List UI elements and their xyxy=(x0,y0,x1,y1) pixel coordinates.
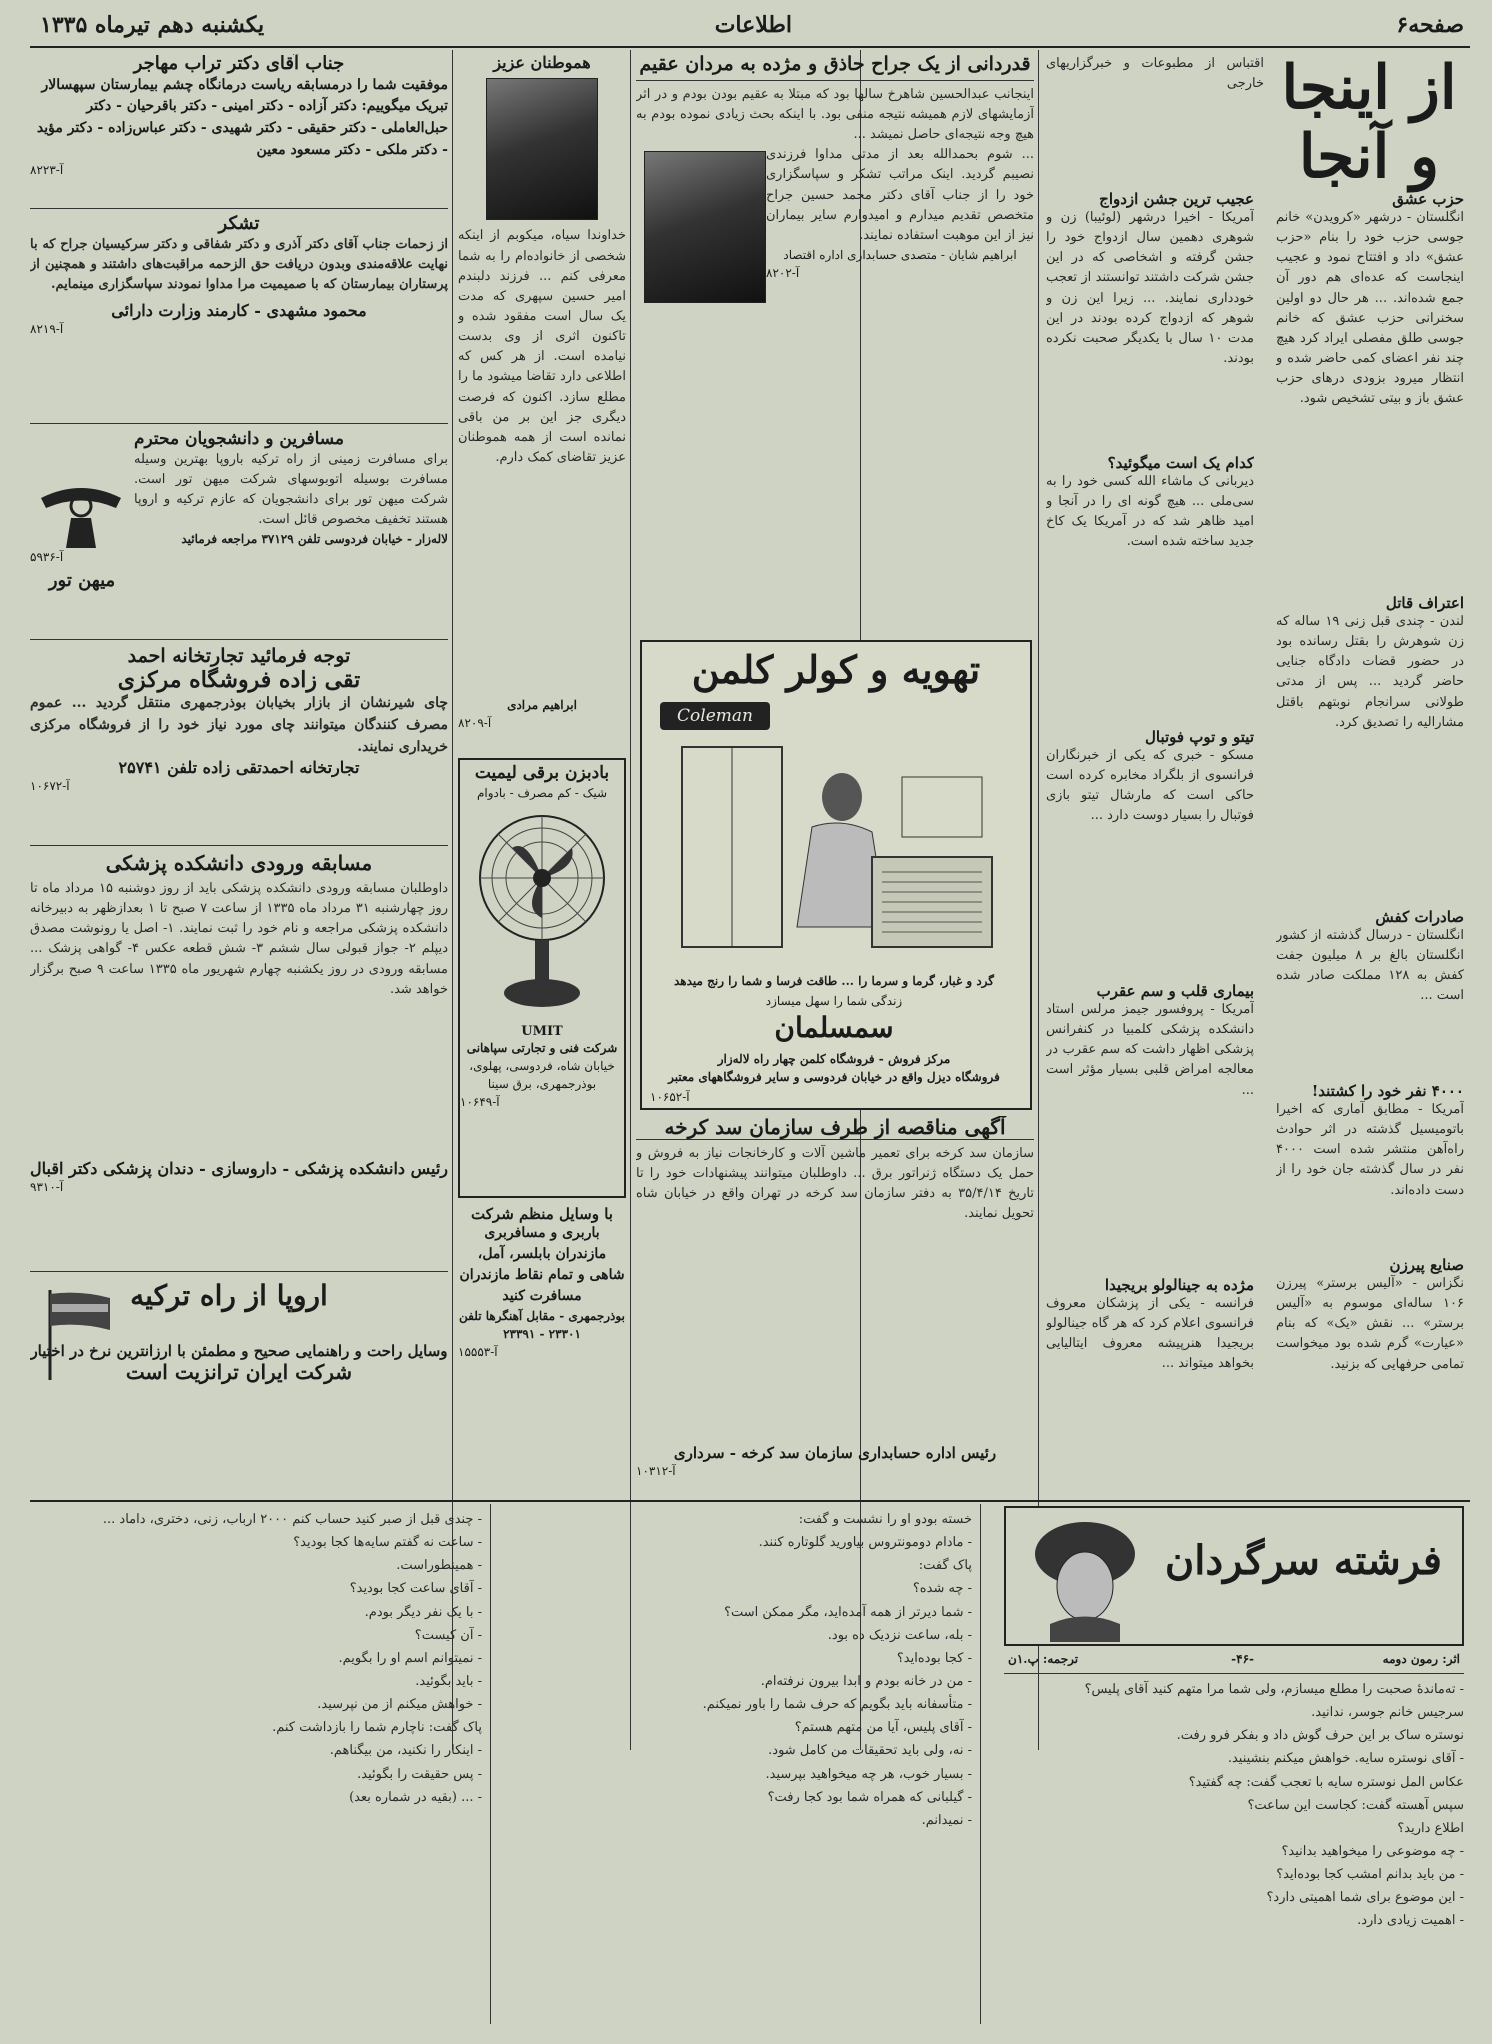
article-body: انگلستان - درشهر «کرویدن» خانم جوسی حزب خود را بنام «حزب عشق» داد و افتتاح نمود و عجیب اینجاست که عده‌ای هم دور آن جمع شده‌اند. ... هر حال دو اولین سخنرانی حزب عشق که خانم جوسی طلق مفصلی ایراد کرد هیچ چند نفر اعضای کمی حاضر شده و انتظار میرود بزودی درهای حزب عشق باز و بیتی تشخیص شود. xyxy=(1276,210,1464,407)
serial-title: فرشته سرگردان xyxy=(1164,1537,1442,1584)
col1-articles xyxy=(1276,190,1464,1730)
article-body: نگزاس - «آلیس برستر» پیرزن ۱۰۶ ساله‌ای موسوم به «آلیس برستر» ... نقش «یک» که بنام «عیارت» گرم شده بود میخواست تمامی حرفهایی که بزنید. xyxy=(1276,1276,1464,1372)
mihan-tour-ad xyxy=(30,430,448,640)
dialog-line: - شما دیرتر از همه آمده‌اید، مگر ممکن است؟ xyxy=(724,1604,972,1620)
column-divider xyxy=(630,50,631,1750)
ad-code: آ-۸۲۲۳ xyxy=(30,163,64,178)
ad-code: آ-۸۲۰۲ xyxy=(766,265,800,280)
dialog-line: خسته بودو او را نشست و گفت: xyxy=(798,1512,972,1527)
ad-code: آ-۸۲۰۹ xyxy=(458,716,492,731)
column-divider xyxy=(490,1504,491,2024)
ad-code: آ-۸۲۱۹ xyxy=(30,322,64,337)
ad-code: آ-۱۰۶۷۲ xyxy=(30,779,70,794)
dialog-line: - چه موضوعی را میخواهید بدانید؟ xyxy=(1281,1843,1464,1859)
dialog-line: - اینکار را نکنید، من بیگناهم. xyxy=(329,1743,482,1759)
dialog-line: - همینطوراست. xyxy=(396,1558,482,1574)
ad-code: آ-۹۳۱۰ xyxy=(30,1180,64,1194)
dialog-line: - آقای نوستره سایه. خواهش میکنم بنشینید. xyxy=(1227,1751,1464,1767)
bus-company-ad xyxy=(458,1206,626,1406)
notice-title: تشکر xyxy=(218,214,260,234)
dialog-line: عکاس المل نوستره سایه با تعجب گفت: چه گفتید؟ xyxy=(1188,1774,1464,1790)
notice-body: سازمان سد کرخه برای تعمیر ماشین آلات و کارخانجات نیاز به فروش و حمل یک دستگاه ژنراتور برق ... داوطلبان میتوانند پیشنهادات خود را تا تاریخ ۳۵/۴/۱۴ به دفتر سازمان سد کرخه در تهران واقع در خیابان شاه تحویل نمایند. xyxy=(636,1146,1034,1222)
article-body: مسکو - خبری که یکی از خبرنگاران فرانسوی از بلگراد مخابره کرده است حاکی است که مارشال تیتو بازی فوتبال را بسیار دوست دارد ... xyxy=(1046,748,1254,824)
dialog-line: - باید بگوئید. xyxy=(415,1673,482,1689)
ad-slogan: گرد و غبار، گرما و سرما را ... طاقت فرسا و شما را رنج میدهد xyxy=(673,974,995,988)
dialog-line: - با یک نفر دیگر بودم. xyxy=(364,1604,482,1620)
fan-ad xyxy=(458,758,626,1198)
article-body: اینجانب عبدالحسین شاهرخ سالها بود که مبتلا به عقیم بودن بودم و در اثر آزمایشهای لازم همیشه نتیجه منفی بود. با اینکه بحث زیادی نموده بودم به هیچ وجه نتیجه‌ای حاصل نمیشد ... xyxy=(636,86,1034,143)
notice-title: جناب آقای دکتر تراب مهاجر xyxy=(133,54,345,74)
article-title: بیماری قلب و سم عقرب xyxy=(1096,982,1254,1000)
ad-subtitle: تقی زاده فروشگاه مرکزی xyxy=(117,666,361,693)
serial-banner xyxy=(1004,1506,1464,1646)
ad-company: شرکت فنی و تجارتی سپاهانی xyxy=(466,1040,618,1055)
article-title: تیتو و توپ فوتبال xyxy=(1144,728,1254,746)
paper-name: اطلاعات xyxy=(714,12,792,38)
dialog-line: سرجیس خانم جوسر، ندانید. xyxy=(1311,1705,1464,1721)
article-title: صنایع پیرزن xyxy=(1389,1256,1464,1274)
article-title: عجیب ترین جشن ازدواج xyxy=(1099,190,1254,208)
column-divider xyxy=(452,50,453,1750)
column-divider xyxy=(980,1504,981,2024)
masthead-rule xyxy=(30,46,1470,48)
dialog-line: - نه، ولی باید تحقیقات من کامل شود. xyxy=(768,1743,972,1759)
notice-body: داوطلبان مسابقه ورودی دانشکده پزشکی باید از روز دوشنبه ۱۵ مرداد ماه تا روز چهارشنبه ۳۱ مرداد ماه ۱۳۳۵ از ساعت ۷ صبح تا ۱ بعدازظهر به دبیرخانه دانشکده پزشکی مراجعه و نام خود را ثبت نمایند. ۱- اصل یا رونوشت مصدق دیپلم ۲- جواز قبولی سال ششم ۳- شش قطعه عکس ۴- گواهی پزشک ... مسابقه ورودی در روز یکشنبه چهارم شهریور ماه ۱۳۳۵ ساعت ۹ صبح برگزار خواهد شد. xyxy=(30,881,448,997)
serial-column xyxy=(498,1510,972,2020)
dialog-line: - این موضوع برای شما اهمیتی دارد؟ xyxy=(1266,1890,1464,1906)
ad-code: آ-۵۹۳۶ xyxy=(30,550,64,565)
fan-drawing xyxy=(472,808,612,1018)
thanks-notice xyxy=(30,214,448,424)
article-title: حزب عشق xyxy=(1392,190,1464,208)
article-title: قدردانی از یک جراح حاذق و مژده به مردان عقیم xyxy=(636,54,1034,81)
article-title: کدام یک است میگوئید؟ xyxy=(1107,454,1254,472)
notice-signature: رئیس اداره حسابداری سازمان سد کرخه - سرداری xyxy=(673,1444,997,1462)
ad-body: باربری و مسافربری مازندران بابلسر، آمل، شاهی و تمام نقاط مازندران مسافرت کنید xyxy=(459,1225,625,1305)
flags-illustration xyxy=(40,1290,160,1384)
flag-icon xyxy=(40,1290,160,1380)
ad-title: با وسایل منظم شرکت xyxy=(471,1206,613,1223)
ad-title: اروپا از راه ترکیه xyxy=(130,1280,328,1312)
article-body: آمریکا - اخیرا درشهر (لوئیبا) زن و شوهری دهمین سال ازدواج خود را جشن گرفته و اشخاصی که در این جشن شرکت داشتند توانستند از تعجب خودداری نمایند. ... زیرا این زن و شوهر که ازدواج کرده بودند در این مدت ۱۰ سال با یکدیگر صحبت نکرده بودند. xyxy=(1046,210,1254,366)
gratitude-article xyxy=(636,54,1034,634)
article-body: دیربانی ک ماشاء الله کسی خود را به سی‌ملی ... هیچ گونه ای را در آنجا و امید ظاهر شد که در آمریکا یک کاخ جدید ساخته شده است. xyxy=(1046,474,1254,550)
ad-code: آ-۱۰۶۵۲ xyxy=(650,1090,690,1104)
section-intro: اقتباس از مطبوعات و خبرگزاریهای خارجی xyxy=(1046,56,1264,92)
section-divider xyxy=(30,1500,1470,1502)
dialog-line: سپس آهسته گفت: کجاست این ساعت؟ xyxy=(1247,1797,1464,1813)
ad-title: بادبزن برقی لیمیت xyxy=(474,763,610,783)
serial-illustration xyxy=(1020,1514,1150,1646)
dialog-line: - بسیار خوب، هر چه میخواهید بپرسید. xyxy=(765,1766,972,1782)
dialog-line: - آن کیست؟ xyxy=(414,1627,482,1643)
article-title: ۴۰۰۰ نفر خود را کشتند! xyxy=(1311,1082,1464,1100)
section-title: از اینجا و آنجا xyxy=(1281,54,1457,192)
coleman-logo: Coleman xyxy=(660,702,770,730)
dialog-line: - چندی قبل از صبر کنید حساب کنم ۲۰۰۰ ارباب، زنی، دختری، داماد ... xyxy=(102,1512,482,1527)
article-body: ... شوم بحمدالله بعد از مدتی مداوا فرزندی نصیبم گردید. اینک مراتب تشکر و سپاسگزاری خود را از جناب آقای دکتر محمد حسین جراح متخصص تقدیم میدارم و امیدوارم سایر بیماران نیز از این موهبت استفاده نمایند. xyxy=(766,147,1034,243)
ad-address: لاله‌زار - خیابان فردوسی تلفن ۳۷۱۲۹ مراجعه فرمائید xyxy=(181,532,448,547)
notice-body: خداوندا سیاه، میکوبم از اینکه شخصی از خانواده‌ام را به شما معرفی کنم ... فرزند دلبندم امیر حسین سپهری که مدت یک سال است مفقود شده و تاکنون اثری از وی بدست نیامده است. از هر کس که اطلاعی دارد تقاضا میشود ما را مطلع سازد. اکنون که فرصت دیگری جز این بر من باقی نمانده است از همه هموطنان عزیز تقاضای کمک دارم. xyxy=(458,228,626,465)
ad-footer: مرکز فروش - فروشگاه کلمن چهار راه لاله‌زار xyxy=(717,1052,951,1066)
notice-signature: محمود مشهدی - کارمند وزارت دارائی xyxy=(111,301,367,321)
ad-subtitle: شیک - کم مصرف - بادوام xyxy=(476,785,608,800)
notice-title: مسابقه ورودی دانشکده پزشکی xyxy=(105,852,373,875)
fan-illustration xyxy=(472,808,612,1018)
dialog-line: - متأسفانه باید بگویم که حرف شما را باور نمیکنم. xyxy=(702,1697,972,1713)
issue-date: یکشنبه دهم تیرماه ۱۳۳۵ xyxy=(40,12,265,38)
ad-title: مسافرین و دانشجویان محترم xyxy=(133,430,345,449)
coleman-ad xyxy=(640,640,1032,1110)
column-divider xyxy=(1038,50,1039,1750)
dialog-line: - آقای ساعت کجا بودید؟ xyxy=(349,1581,482,1597)
dialog-line: - خواهش میکنم از من نپرسید. xyxy=(317,1697,482,1713)
dialog-line: پاک گفت: xyxy=(918,1558,972,1574)
dialog-line: اطلاع دارید؟ xyxy=(1397,1820,1464,1836)
dialog-line: - من در خانه بودم و ابدا بیرون نرفته‌ام. xyxy=(760,1673,972,1689)
dialog-line: - کجا بوده‌اید؟ xyxy=(896,1650,972,1666)
mihan-tour-logo xyxy=(36,458,126,568)
ad-body: وسایل راحت و راهنمایی صحیح و مطمئن با ارزانترین نرخ در اختیار xyxy=(30,1342,448,1361)
dialog-line: - نمیدانم. xyxy=(921,1812,972,1828)
serial-author: اثر: رمون دومه xyxy=(1382,1652,1460,1666)
col2-articles xyxy=(1046,190,1254,1730)
missing-person-notice xyxy=(458,54,626,754)
ad-illustration xyxy=(672,737,1002,967)
serial-episode: -۴۶- xyxy=(1231,1652,1254,1666)
medical-school-exam-notice xyxy=(30,852,448,1272)
tender-notice xyxy=(636,1116,1034,1516)
ad-code: آ-۱۰۳۱۲ xyxy=(636,1464,676,1478)
dialog-line: - چه شده؟ xyxy=(912,1581,972,1597)
dialog-line: - ... (بقیه در شماره بعد) xyxy=(349,1789,482,1805)
article-body: آمریکا - پروفسور جیمز مرلس استاد دانشکده پزشکی کلمبیا در کنفرانس پزشکی اظهار داشت که سم عقرب در معالجه امراض قلبی بسیار مؤثر است ... xyxy=(1046,1002,1254,1098)
ad-code: آ-۱۵۵۵۳ xyxy=(458,1345,498,1360)
notice-body: از زحمات جناب آقای دکتر آذری و دکتر شفاقی و دکتر سرکیسیان جراح که با نهایت علاقه‌مندی وبدون دریافت حق الزحمه مراقبت‌های داشتند و همچنین از پرستاران بیمارستان که با صمیمیت مرا مداوا نمودند سپاسگزاری مینمایم. xyxy=(30,236,448,292)
dialog-line: - آقای پلیس، آیا من متهم هستم؟ xyxy=(794,1720,972,1736)
ad-slogan: زندگی شما را سهل میسازد xyxy=(765,994,903,1008)
notice-body: موفقیت شما را درمسابقه ریاست درمانگاه چشم بیمارستان سپهسالار تبریک میگوییم: دکتر آزاده - دکتر امینی - دکتر باقرحیان - دکتر حبل‌العاملی - دکتر حقیقی - دکتر شهیدی - دکتر عباس‌زاده - دکتر مؤید - دکتر ملکی - دکتر مسعود معین xyxy=(36,76,448,158)
ad-mark: سمسلمان xyxy=(774,1011,894,1044)
logo-text: میهن تور xyxy=(48,570,116,591)
dialog-line: - من باید بدانم امشب کجا بوده‌اید؟ xyxy=(1276,1867,1464,1883)
tea-merchant-ad xyxy=(30,646,448,846)
dialog-line: - ته‌ماندهٔ صحبت را مطلع میسازم، ولی شما مرا متهم کنید آقای پلیس؟ xyxy=(1084,1682,1464,1697)
article-body: فرانسه - یکی از پزشکان معروف فرانسوی اعلام کرد که هر گاه جینالولو بریجیدا هنرپیشه معروف ایتالیایی بخواهد میتواند ... xyxy=(1046,1296,1254,1372)
notice-title: هموطنان عزیز xyxy=(493,54,591,72)
faravahar-icon xyxy=(36,458,126,568)
iran-transit-ad xyxy=(30,1280,448,1470)
article-body: لندن - چندی قبل زنی ۱۹ ساله که زن شوهرش را بقتل رسانده بود در حضور قضات دادگاه جنایی حاضر گردید ... پس از مدتی طولانی سرانجام نوبتهم باقتل مشارالیه را تصدیق کرد. xyxy=(1276,614,1464,730)
serial-column xyxy=(1004,1680,1464,2020)
article-body: انگلستان - درسال گذشته از کشور انگلستان بالغ بر ۸ میلیون جفت کفش به ۱۲۸ مملکت صادر شده است ... xyxy=(1276,928,1464,1004)
dialog-line: پاک گفت: ناچارم شما را بازداشت کنم. xyxy=(272,1720,482,1736)
ad-body: برای مسافرت زمینی از راه ترکیه باروپا بهترین وسیله مسافرت بوسیله اتوبوسهای شرکت میهن تور است. شرکت میهن تور برای دانشجویان که عازم ترکیه و اروپا هستند تخفیف مخصوص قائل است. xyxy=(134,451,448,527)
article-title: مژده به جینالولو بریجیدا xyxy=(1104,1276,1254,1294)
cooler-illustration xyxy=(672,737,1002,967)
notice-title: آگهی مناقصه از طرف سازمان سد کرخه xyxy=(636,1116,1034,1140)
woman-portrait-icon xyxy=(1020,1514,1150,1642)
ad-address: بوذرجمهری - مقابل آهنگرها تلفن ۲۳۳۰۱ - ۲۳۳۹۱ xyxy=(459,1309,625,1342)
article-signature: ابراهیم شایان - متصدی حسابداری اداره اقتصاد xyxy=(783,247,1017,262)
dialog-line: - ساعت نه گفتم سایه‌ها کجا بودید؟ xyxy=(293,1535,482,1551)
congratulation-notice xyxy=(30,54,448,209)
dialog-line: نوستره ساک بر این حرف گوش داد و بفکر فرو رفت. xyxy=(1176,1728,1464,1744)
ad-address: خیابان شاه، فردوسی، پهلوی، بوذرجمهری، برق سینا xyxy=(469,1058,615,1091)
dialog-line: - بله، ساعت نزدیک ده بود. xyxy=(827,1627,972,1643)
notice-signature: رئیس دانشکده پزشکی - داروسازی - دندان پزشکی دکتر اقبال xyxy=(30,1159,448,1178)
portrait-photo xyxy=(644,151,766,303)
ad-footer: فروشگاه دیزل واقع در خیابان فردوسی و سایر فروشگاههای معتبر xyxy=(668,1070,1000,1084)
dialog-line: - مادام دومونتروس بیاورید گلوتاره کنند. xyxy=(758,1535,972,1551)
article-body: آمریکا - مطابق آماری که اخیرا باتومیسیل گذشته در اثر حوادث راه‌آهن منتشر شده است ۴۰۰۰ نفر در سال گذشته جان خود را از دست داده‌اند. xyxy=(1276,1102,1464,1198)
page-number: صفحه۶ xyxy=(1396,12,1464,38)
serial-translator: ترجمه: پ.۱ن xyxy=(1008,1652,1079,1666)
dialog-line: - اهمیت زیادی دارد. xyxy=(1357,1913,1464,1929)
ad-title: تهویه و کولر کلمن xyxy=(691,647,981,692)
serial-byline xyxy=(1004,1650,1464,1674)
ad-code: آ-۱۰۶۴۹ xyxy=(460,1094,500,1109)
ad-footer: تجارتخانه احمدتقی زاده تلفن ۲۵۷۴۱ xyxy=(118,758,360,778)
dialog-line: - پس حقیقت را بگوئید. xyxy=(357,1766,482,1782)
dialog-line: - نمیتوانم اسم او را بگویم. xyxy=(338,1650,482,1666)
article-title: اعتراف قاتل xyxy=(1385,594,1464,612)
portrait-photo xyxy=(486,78,598,220)
ad-title: توجه فرمائید تجارتخانه احمد xyxy=(127,646,351,667)
ad-body: چای شیرنشان از بازار بخیابان بوذرجمهری منتقل گردید ... عموم مصرف کنندگان میتوانند چای مورد نیاز خود را از فروشگاه مرکزی خریداری نمایند. xyxy=(30,695,448,755)
serial-column xyxy=(30,1510,482,2020)
fan-brand: UMIT xyxy=(521,1023,563,1039)
ad-signature: شرکت ایران ترانزیت است xyxy=(125,1360,353,1385)
dialog-line: - گیلبانی که همراه شما بود کجا رفت؟ xyxy=(767,1789,972,1805)
article-title: صادرات کفش xyxy=(1375,908,1464,926)
notice-signature: ابراهیم مرادی xyxy=(507,698,577,713)
